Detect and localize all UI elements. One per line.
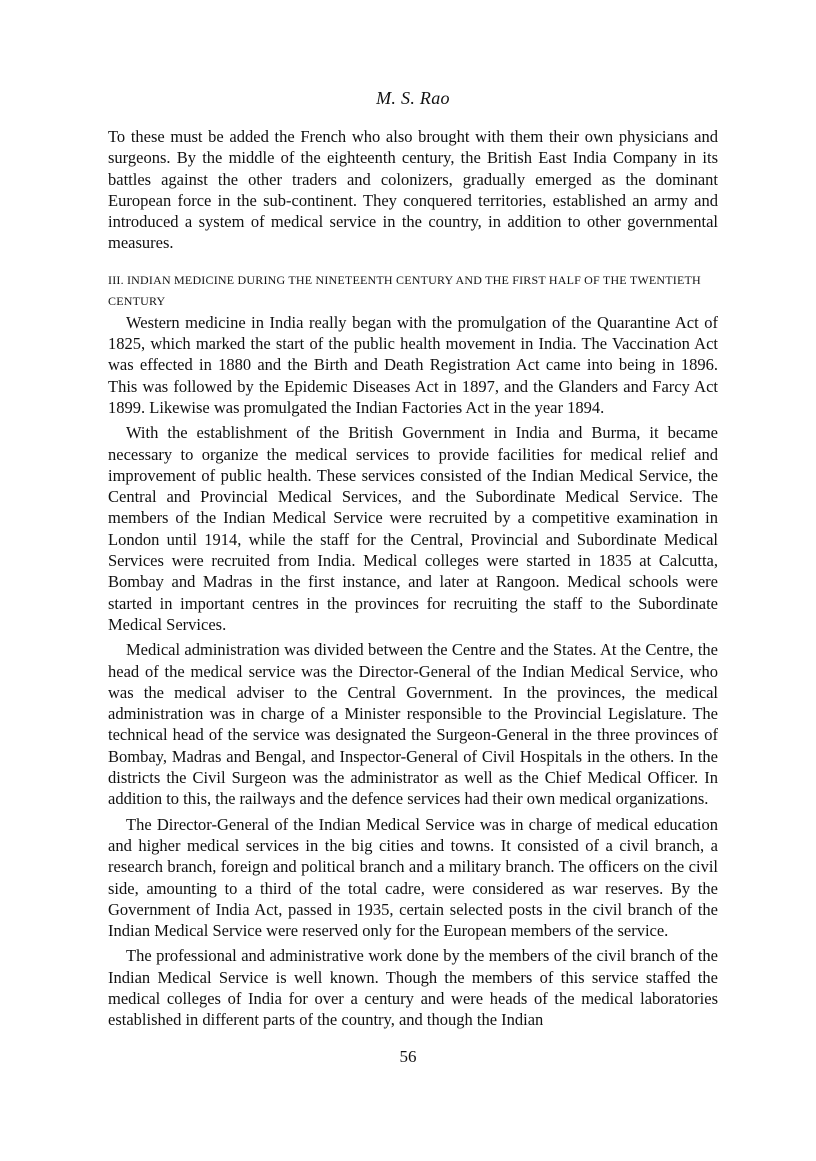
running-head-author: M. S. Rao xyxy=(376,88,450,108)
section-heading-text: III. INDIAN MEDICINE DURING THE NINETEENTH CENTURY AND THE FIRST HALF OF THE TWENTIETH CENTURY xyxy=(108,272,701,308)
paragraph-director-general: The Director-General of the Indian Medical Service was in charge of medical education and higher medical services in the big cities and towns. It consisted of a civil branch, a research branch, foreign and political branch and a military branch. The officers on the civil side, amounting to a third of the total cadre, were considered as war reserves. By the Government of India Act, passed in 1935, certain selected posts in the civil branch of the Indian Medical Service were reserved only for the European members of the service. xyxy=(108,814,718,941)
page-number: 56 xyxy=(399,1047,417,1066)
paragraph-quarantine-act: Western medicine in India really began with the promulgation of the Quarantine Act of 1825, which marked the start of the public health movement in India. The Vaccination Act was effected in 1880 and the Birth and Death Registration Act came into being in 1896. This was followed by the Epidemic Diseases Act in 1897, and the Glanders and Farcy Act 1899. Likewise was promulgated the Indian Factories Act in the year 1894. xyxy=(108,312,718,417)
section-heading xyxy=(108,270,718,312)
paragraph-medical-administration: Medical administration was divided between the Centre and the States. At the Centre, the head of the medical service was the Director-General of the Indian Medical Service, who was the medical adviser to the Central Government. In the provinces, the medical administration was in charge of a Minister responsible to the Provincial Legislature. The technical head of the service was designated the Surgeon-General in the three provinces of Bombay, Madras and Bengal, and Inspector-General of Civil Hospitals in the others. In the districts the Civil Surgeon was the administrator as well as the Chief Medical Officer. In addition to this, the railways and the defence services had their own medical organizations. xyxy=(108,640,718,809)
paragraph-civil-branch: The professional and administrative work done by the members of the civil branch of the Indian Medical Service is well known. Though the members of this service staffed the medical colleges of India for over a century and were heads of the medical laboratories established in different parts of the country, and though the Indian xyxy=(108,946,718,1030)
paragraph-medical-services: With the establishment of the British Government in India and Burma, it became necessary to organize the medical services to provide facilities for medical relief and improvement of public health. These services consisted of the Indian Medical Service, the Central and Provincial Medical Services, and the Subordinate Medical Service. The members of the Indian Medical Service were recruited by a competitive examination in London until 1914, while the staff for the Central, Provincial and Subordinate Medical Services were recruited from India. Medical colleges were started in 1835 at Calcutta, Bombay and Madras in the first instance, and later at Rangoon. Medical schools were started in important centres in the provinces for recruiting the staff to the Subordinate Medical Services. xyxy=(108,423,718,634)
page-content xyxy=(108,88,718,1031)
paragraph-continuation: To these must be added the French who also brought with them their own physicians and surgeons. By the middle of the eighteenth century, the British East India Company in its battles against the other traders and colonizers, gradually emerged as the dominant European force in the sub-continent. They conquered territories, established an army and introduced a system of medical service in the country, in addition to other governmental measures. xyxy=(108,127,718,253)
